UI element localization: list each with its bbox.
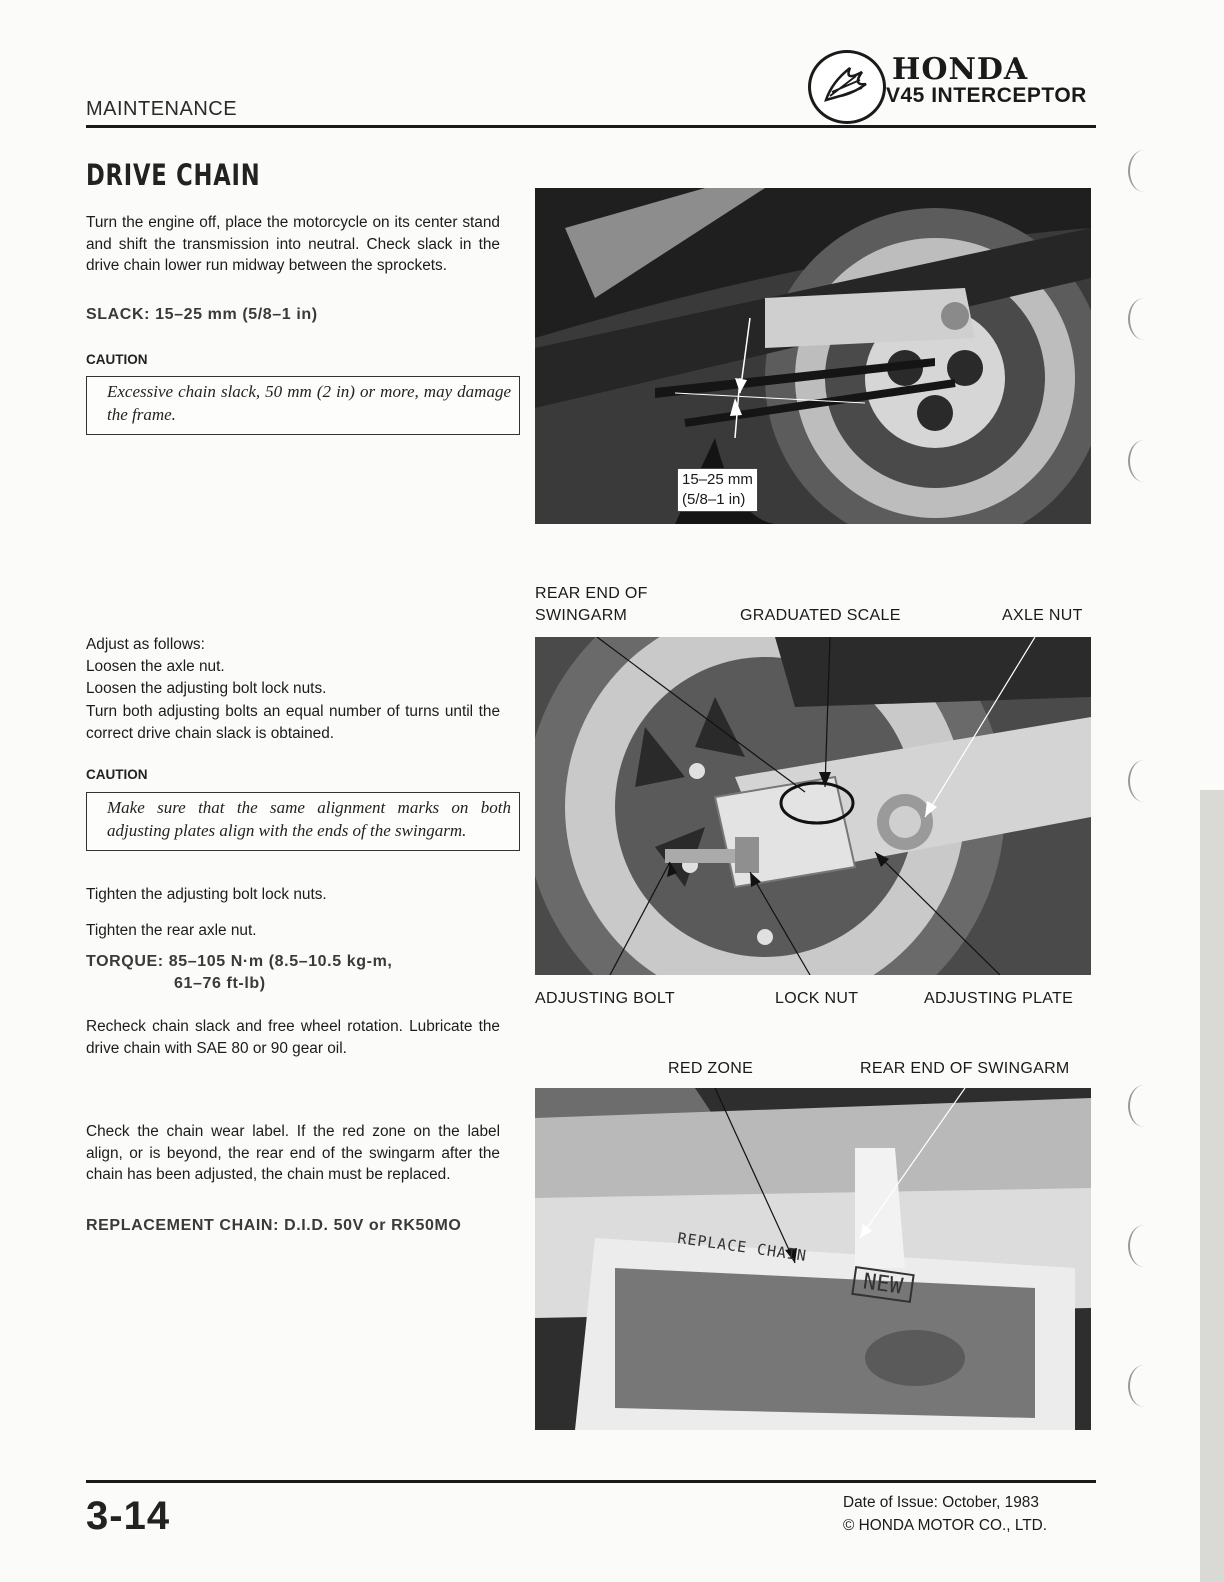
chain-adjuster-photo bbox=[535, 637, 1091, 975]
label-rear-end-swingarm: REAR END OF SWINGARM bbox=[860, 1060, 1070, 1077]
tighten-axle-nut: Tighten the rear axle nut. bbox=[86, 922, 257, 939]
recheck-paragraph: Recheck chain slack and free wheel rotation. Lubricate the drive chain with SAE 80 or 90 gear oil. bbox=[86, 1018, 500, 1057]
torque-spec-line-2: 61–76 ft-lb) bbox=[174, 975, 266, 992]
replacement-chain-spec: REPLACEMENT CHAIN: D.I.D. 50V or RK50MO bbox=[86, 1217, 462, 1234]
caution-box-1: Excessive chain slack, 50 mm (2 in) or more, may damage the frame. bbox=[86, 376, 520, 435]
label-adjusting-plate: ADJUSTING PLATE bbox=[924, 990, 1074, 1007]
intro-paragraph: Turn the engine off, place the motorcycle on its center stand and shift the transmission into neutral. Check slack in the drive chain lower run midway between the sprockets. bbox=[86, 214, 500, 274]
label-rear-end-line-2: SWINGARM bbox=[535, 607, 628, 624]
caution-box-2: Make sure that the same alignment marks on both adjusting plates align with the ends of the swingarm. bbox=[86, 792, 520, 851]
adjust-line-1: Adjust as follows: bbox=[86, 636, 205, 653]
label-lock-nut: LOCK NUT bbox=[775, 990, 859, 1007]
section-heading: MAINTENANCE bbox=[86, 98, 238, 120]
chain-slack-photo bbox=[535, 188, 1091, 524]
binder-hole-icon bbox=[1128, 1085, 1160, 1127]
page-title: DRIVE CHAIN bbox=[86, 158, 261, 192]
torque-spec-line-1: TORQUE: 85–105 N·m (8.5–10.5 kg-m, bbox=[86, 953, 393, 970]
binder-hole-icon bbox=[1128, 760, 1160, 802]
brand-name: HONDA bbox=[892, 52, 1029, 87]
slack-callout-mm: 15–25 mm bbox=[682, 471, 753, 488]
label-axle-nut: AXLE NUT bbox=[1002, 607, 1083, 624]
adjust-line-2: Loosen the axle nut. bbox=[86, 658, 225, 675]
caution-label-1: CAUTION bbox=[86, 352, 148, 367]
adjust-line-3: Loosen the adjusting bolt lock nuts. bbox=[86, 680, 327, 697]
wing-icon bbox=[822, 62, 868, 106]
page-number: 3-14 bbox=[86, 1494, 171, 1538]
header-rule bbox=[86, 125, 1096, 128]
label-adjusting-bolt: ADJUSTING BOLT bbox=[535, 990, 675, 1007]
chain-wear-label-photo bbox=[535, 1088, 1091, 1430]
model-name: V45 INTERCEPTOR bbox=[886, 84, 1087, 107]
slack-spec: SLACK: 15–25 mm (5/8–1 in) bbox=[86, 306, 318, 323]
copyright: © HONDA MOTOR CO., LTD. bbox=[843, 1517, 1048, 1534]
page-edge bbox=[1200, 790, 1224, 1582]
wear-paragraph: Check the chain wear label. If the red zone on the label align, or is beyond, the rear end of the swingarm after the chain has been adjusted, the chain must be replaced. bbox=[86, 1123, 500, 1183]
slack-callout-in: (5/8–1 in) bbox=[682, 491, 746, 508]
binder-hole-icon bbox=[1128, 1365, 1160, 1407]
footer-rule bbox=[86, 1480, 1096, 1483]
binder-hole-icon bbox=[1128, 1225, 1160, 1267]
label-rear-end-line-1: REAR END OF bbox=[535, 585, 648, 602]
label-red-zone: RED ZONE bbox=[668, 1060, 754, 1077]
tighten-lock-nuts: Tighten the adjusting bolt lock nuts. bbox=[86, 886, 327, 903]
caution-label-2: CAUTION bbox=[86, 767, 148, 782]
binder-hole-icon bbox=[1128, 150, 1160, 192]
label-graduated-scale: GRADUATED SCALE bbox=[740, 607, 901, 624]
new-sticker: NEW bbox=[851, 1266, 914, 1303]
binder-hole-icon bbox=[1128, 440, 1160, 482]
replace-chain-sticker: REPLACE CHAIN bbox=[676, 1229, 809, 1265]
slack-callout bbox=[677, 468, 758, 512]
adjust-turn-text: Turn both adjusting bolts an equal number of turns until the correct drive chain slack is obtained. bbox=[86, 703, 500, 742]
date-of-issue: Date of Issue: October, 1983 bbox=[843, 1494, 1039, 1511]
binder-hole-icon bbox=[1128, 298, 1160, 340]
